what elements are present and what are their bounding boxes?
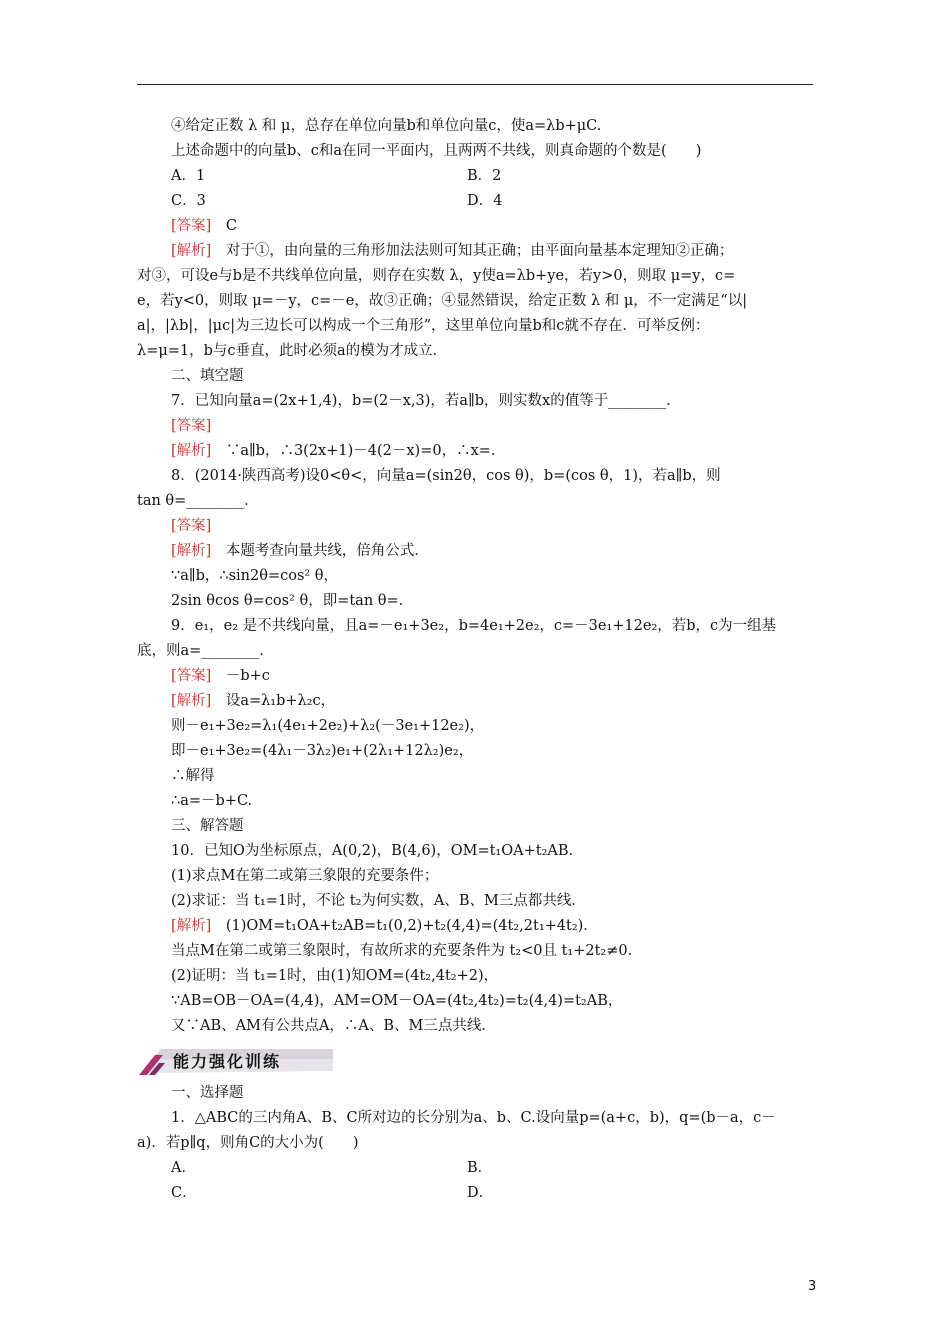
answer-tag: [答案] [171, 218, 212, 234]
analysis-text: ∵a∥b，∴3(2x+1)－4(2－x)=0，∴x=． [211, 443, 506, 459]
options-row [137, 1181, 813, 1206]
text-line: (2)求证：当 t₁=1时，不论 t₂为何实数，A、B、M三点都共线． [171, 893, 586, 909]
option-b: B．2 [467, 168, 502, 184]
options-row [137, 1156, 813, 1181]
analysis-line [137, 689, 813, 714]
text-line: ④给定正数 λ 和 μ，总存在单位向量b和单位向量c，使a=λb+μC. [171, 118, 602, 134]
analysis-tag: [解析] [171, 918, 212, 934]
question-10: 10．已知O为坐标原点，A(0,2)，B(4,6)，OM=t₁OA+t₂AB. [171, 843, 574, 859]
option-a: A．1 [171, 168, 206, 184]
text-line: ∴解得 [171, 768, 215, 784]
question-7: 7．已知向量a=(2x+1,4)，b=(2－x,3)，若a∥b，则实数x的值等于________． [171, 393, 681, 409]
text-line: e，若y<0，则取 μ=－y，c=－e，故③正确；④显然错误，给定正数 λ 和 μ，不一定满足“以| [137, 293, 748, 309]
option-a: A． [171, 1160, 196, 1176]
text-line: 又∵AB、AM有公共点A，∴A、B、M三点共线． [171, 1018, 496, 1034]
answer-tag: [答案] [171, 518, 212, 534]
analysis-text: (1)OM=t₁OA+t₂AB=t₁(0,2)+t₂(4,4)=(4t₂,2t₁+4t₂)． [211, 918, 598, 934]
analysis-text: 本题考查向量共线，倍角公式． [211, 543, 429, 559]
option-c: C．3 [171, 193, 206, 209]
question-9: 9．e₁，e₂ 是不共线向量，且a=－e₁+3e₂，b=4e₁+2e₂，c=－3e₁+12e₂，若b，c为一组基 [171, 618, 777, 634]
analysis-text: 设a=λ₁b+λ₂c， [211, 693, 336, 709]
analysis-text: 对于①，由向量的三角形加法法则可知其正确；由平面向量基本定理知②正确； [211, 243, 734, 259]
option-d: D．4 [467, 193, 503, 209]
text-line: tan θ=________． [137, 493, 259, 509]
text-line: ∵AB=OB－OA=(4,4)，AM=OM－OA=(4t₂,4t₂)=t₂(4,4)=t₂AB， [171, 993, 623, 1009]
analysis-line [137, 439, 813, 464]
answer-line [137, 514, 813, 539]
section-heading: 二、填空题 [171, 368, 244, 384]
text-line: (2)证明：当 t₁=1时，由(1)知OM=(4t₂,4t₂+2)， [171, 968, 499, 984]
analysis-tag: [解析] [171, 693, 212, 709]
banner-title: 能力强化训练 [173, 1052, 282, 1071]
text-line: a|，|λb|，|μc|为三边长可以构成一个三角形”，这里单位向量b和c就不存在．可举反例： [137, 318, 710, 334]
section-heading: 三、解答题 [171, 818, 244, 834]
page-number: 3 [808, 1279, 817, 1294]
answer-tag: [答案] [171, 418, 212, 434]
question-8: 8．(2014·陕西高考)设0<θ<，向量a=(sin2θ，cos θ)，b=(cos θ，1)，若a∥b，则 [171, 468, 721, 484]
answer-text: C [211, 218, 237, 234]
options-row [137, 164, 813, 189]
text-line: 则－e₁+3e₂=λ₁(4e₁+2e₂)+λ₂(－3e₁+12e₂)， [171, 718, 485, 734]
analysis-line [137, 239, 813, 264]
text-line: 对③，可设e与b是不共线单位向量，则存在实数 λ，y使a=λb+ye，若y>0，则取 μ=y，c= [137, 268, 736, 284]
option-b: B． [467, 1160, 493, 1176]
document-body [137, 114, 813, 1206]
text-line: 上述命题中的向量b、c和a在同一平面内，且两两不共线，则真命题的个数是( ) [171, 143, 702, 159]
answer-line [137, 664, 813, 689]
analysis-tag: [解析] [171, 243, 212, 259]
section-banner [137, 1043, 813, 1079]
option-c: C． [171, 1185, 197, 1201]
text-line: 底，则a=________． [137, 643, 274, 659]
text-line: ∵a∥b，∴sin2θ=cos² θ， [171, 568, 339, 584]
text-line: 当点M在第二或第三象限时，有故所求的充要条件为 t₂<0且 t₁+2t₂≠0. [171, 943, 633, 959]
analysis-tag: [解析] [171, 443, 212, 459]
text-line: 即－e₁+3e₂=(4λ₁－3λ₂)e₁+(2λ₁+12λ₂)e₂， [171, 743, 474, 759]
answer-line [137, 414, 813, 439]
answer-tag: [答案] [171, 668, 212, 684]
text-line: λ=μ=1，b与c垂直，此时必须a的模为才成立． [137, 343, 448, 359]
answer-text: －b+c [211, 668, 270, 684]
text-line: ∴a=－b+C. [171, 793, 253, 809]
text-line: (1)求点M在第二或第三象限的充要条件； [171, 868, 439, 884]
answer-line [137, 214, 813, 239]
option-d: D． [467, 1185, 494, 1201]
text-line: 2sin θcos θ=cos² θ，即=tan θ=． [171, 593, 414, 609]
header-rule [137, 84, 813, 85]
section-heading: 一、选择题 [171, 1085, 244, 1101]
analysis-tag: [解析] [171, 543, 212, 559]
analysis-line [137, 539, 813, 564]
practice-question-1: 1．△ABC的三内角A、B、C所对边的长分别为a、b、C.设向量p=(a+c，b)，q=(b－a，c－ [171, 1110, 776, 1126]
analysis-line [137, 914, 813, 939]
text-line: a)．若p∥q，则角C的大小为( ) [137, 1135, 359, 1151]
options-row [137, 189, 813, 214]
